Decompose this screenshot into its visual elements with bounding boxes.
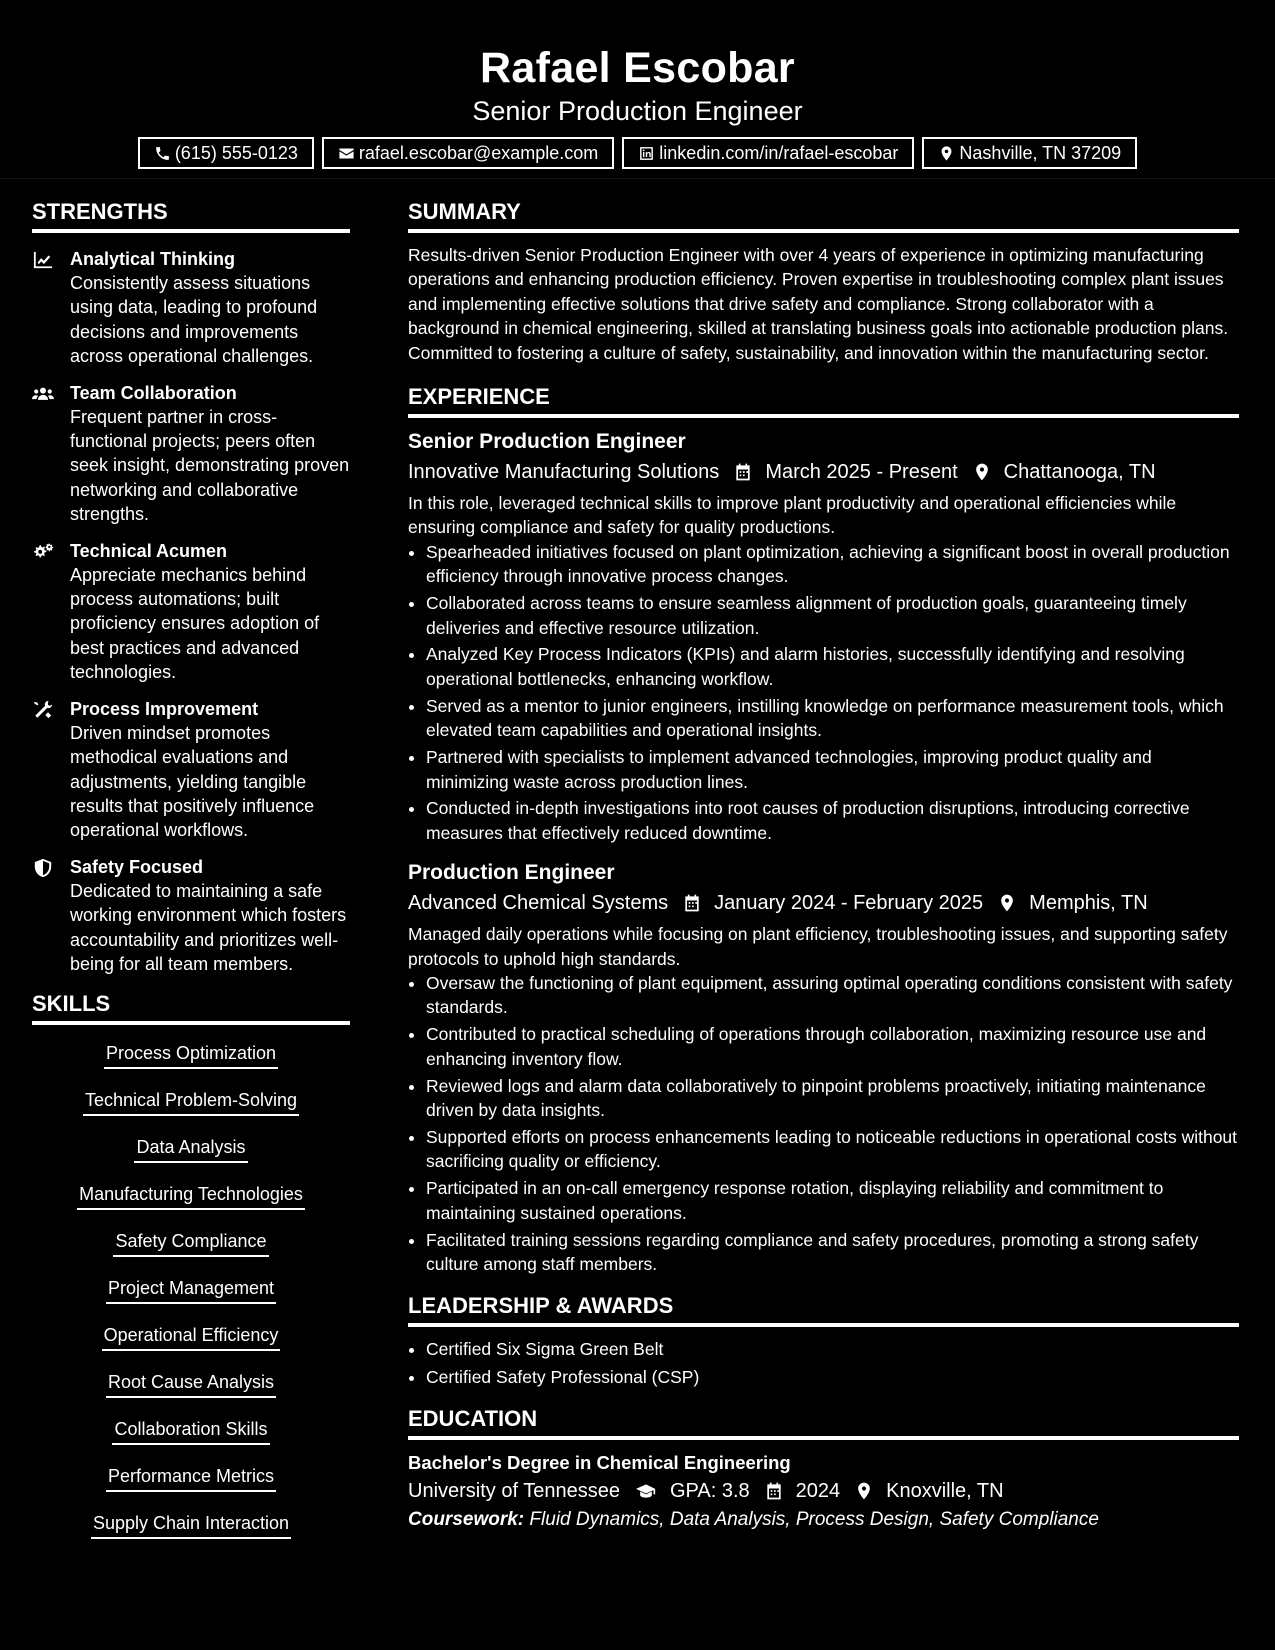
job-bullet: • Reviewed logs and alarm data collaboratively to pinpoint problems proactively, initiating maintenance driven by data insights. [426, 1074, 1239, 1123]
job-bullet: • Participated in an on-call emergency response rotation, displaying reliability and commitment to maintaining sustained operations. [426, 1176, 1239, 1225]
map-marker-icon [997, 893, 1017, 913]
linkedin-text: linkedin.com/in/rafael-escobar [659, 143, 899, 163]
skill-tag: Process Optimization [104, 1041, 278, 1069]
shield-icon [32, 858, 54, 878]
job-meta [408, 888, 1239, 918]
strength-title: Team Collaboration [70, 382, 237, 403]
strength-description: Consistently assess situations using data, leading to profound decisions and improvements across operational challenges. [70, 273, 318, 367]
summary-text: Results-driven Senior Production Engineer with over 4 years of experience in optimizing manufacturing operations and enhancing production efficiency. Proven expertise in troubleshooting complex plant issues and implementing effective solutions that drive safety and compliance. Strong collaborator with a background in chemical engineering, skilled at translating business goals into actionable production plans. Committed to fostering a culture of safety, sustainability, and innovation within the manufacturing sector. [408, 245, 1229, 363]
strength-description: Driven mindset promotes methodical evaluations and adjustments, yielding tangible results that positively influence operational workflows. [70, 722, 315, 841]
skill-tag: Project Management [106, 1276, 276, 1304]
job-description: Managed daily operations while focusing on plant efficiency, troubleshooting issues, and supporting safety protocols to uphold high standards. [408, 924, 1228, 969]
job-bullet: • Oversaw the functioning of plant equipment, assuring optimal operating conditions consistent with safety standards. [426, 971, 1239, 1020]
strength-title: Technical Acumen [70, 540, 228, 561]
strength-item [32, 539, 350, 685]
job-location: Chattanooga, TN [1003, 461, 1156, 484]
strengths-heading: STRENGTHS [32, 198, 350, 233]
summary-heading: SUMMARY [408, 198, 1239, 233]
job-bullet: • Served as a mentor to junior engineers, instilling knowledge on performance measurement tools, which elevated team capabilities and operational insights. [426, 694, 1239, 743]
job-company: Advanced Chemical Systems [408, 892, 669, 915]
strength-title: Analytical Thinking [70, 249, 236, 269]
graduation-cap-icon [634, 1481, 658, 1501]
skill-tag: Operational Efficiency [102, 1323, 281, 1351]
linkedin-icon [638, 145, 655, 162]
skill-tag: Root Cause Analysis [106, 1370, 276, 1398]
phone-text: (615) 555-0123 [174, 143, 298, 163]
job-title: Senior Production Engineer [408, 430, 686, 454]
job-entry [408, 859, 1239, 1276]
award-item: • Certified Safety Professional (CSP) [426, 1365, 1239, 1389]
job-bullet: • Contributed to practical scheduling of operations through collaboration, maximizing resource use and enhancing inventory flow. [426, 1022, 1239, 1071]
strength-item [32, 855, 350, 977]
skill-tag: Performance Metrics [106, 1464, 276, 1492]
experience-heading: EXPERIENCE [408, 383, 1239, 418]
leadership-section [408, 1292, 1239, 1389]
tools-icon [32, 700, 54, 720]
strength-item [32, 381, 350, 527]
skills-heading: SKILLS [32, 990, 350, 1025]
job-title: Production Engineer [408, 861, 615, 885]
resume-header [0, 0, 1275, 179]
job-meta [408, 457, 1239, 487]
skill-tag: Collaboration Skills [112, 1417, 269, 1445]
candidate-role: Senior Production Engineer [472, 96, 803, 126]
chart-line-icon [32, 250, 54, 270]
candidate-name: Rafael Escobar [480, 44, 795, 92]
graduation-year: 2024 [795, 1480, 841, 1503]
left-column [32, 198, 350, 1558]
education-section [408, 1405, 1239, 1534]
job-entry [408, 428, 1239, 845]
contact-email[interactable] [322, 137, 614, 169]
experience-section [408, 383, 1239, 1276]
strength-item [32, 247, 350, 369]
email-text: rafael.escobar@example.com [358, 143, 599, 163]
coursework [408, 1506, 1239, 1534]
gpa-value: GPA: 3.8 [669, 1480, 750, 1503]
calendar-icon [733, 462, 753, 482]
contact-location[interactable] [922, 137, 1137, 169]
awards-list [408, 1337, 1239, 1389]
leadership-heading: LEADERSHIP & AWARDS [408, 1292, 1239, 1327]
job-bullet: • Partnered with specialists to implement advanced technologies, improving product quality and minimizing waste across production lines. [426, 745, 1239, 794]
right-column [408, 198, 1239, 1534]
contact-phone[interactable] [138, 137, 314, 169]
strength-description: Frequent partner in cross-functional projects; peers often seek insight, demonstrating proven networking and collaborative strengths. [70, 406, 350, 525]
contact-linkedin[interactable] [622, 137, 914, 169]
school-name: University of Tennessee [408, 1480, 620, 1503]
strength-item [32, 697, 350, 843]
map-marker-icon [854, 1481, 874, 1501]
map-marker-icon [972, 462, 992, 482]
job-bullets [408, 540, 1239, 845]
skill-tag: Manufacturing Technologies [77, 1182, 305, 1210]
job-bullet: • Supported efforts on process enhancements leading to noticeable reductions in operational costs without sacrificing quality or efficiency. [426, 1125, 1239, 1174]
education-heading: EDUCATION [408, 1405, 1239, 1440]
phone-icon [154, 145, 171, 162]
envelope-icon [338, 145, 355, 162]
job-bullet: • Conducted in-depth investigations into root causes of production disruptions, introducing corrective measures that effectively reduced downtime. [426, 796, 1239, 845]
map-marker-icon [938, 145, 955, 162]
strength-title: Process Improvement [70, 698, 259, 719]
skill-tag: Safety Compliance [113, 1229, 268, 1257]
job-company: Innovative Manufacturing Solutions [408, 461, 720, 484]
job-bullet: • Collaborated across teams to ensure seamless alignment of production goals, guaranteeing timely deliveries and effective resource utilization. [426, 591, 1239, 640]
coursework-label: Coursework: [408, 1509, 525, 1531]
skill-tag: Technical Problem-Solving [83, 1088, 299, 1116]
gears-icon [32, 542, 54, 562]
users-icon [32, 384, 54, 404]
coursework-list: Fluid Dynamics, Data Analysis, Process Design, Safety Compliance [529, 1509, 1099, 1531]
job-location: Memphis, TN [1029, 892, 1148, 915]
skills-list [32, 1035, 350, 1558]
skill-tag: Supply Chain Interaction [91, 1511, 291, 1539]
strength-description: Dedicated to maintaining a safe working environment which fosters accountability and prioritizes well-being for all team members. [70, 880, 347, 974]
award-item: • Certified Six Sigma Green Belt [426, 1337, 1239, 1361]
job-bullet: • Spearheaded initiatives focused on plant optimization, achieving a significant boost in overall production efficiency through innovative process changes. [426, 540, 1239, 589]
degree-title: Bachelor's Degree in Chemical Engineering [408, 1452, 791, 1474]
skill-tag: Data Analysis [134, 1135, 247, 1163]
school-location: Knoxville, TN [886, 1480, 1004, 1503]
strength-description: Appreciate mechanics behind process automations; built proficiency ensures adoption of best practices and advanced technologies. [70, 564, 320, 683]
strength-title: Safety Focused [70, 856, 204, 877]
calendar-icon [682, 893, 702, 913]
education-meta [408, 1476, 1239, 1506]
job-dates: January 2024 - February 2025 [714, 892, 984, 915]
job-description: In this role, leveraged technical skills to improve plant productivity and operational efficiencies while ensuring compliance and safety for quality productions. [408, 493, 1177, 538]
job-bullet: • Analyzed Key Process Indicators (KPIs) and alarm histories, successfully identifying and resolving operational bottlenecks, enhancing workflow. [426, 642, 1239, 691]
contact-bar [0, 137, 1275, 169]
calendar-icon [764, 1481, 784, 1501]
strengths-list [32, 243, 350, 976]
job-bullet: • Facilitated training sessions regarding compliance and safety procedures, promoting a strong safety culture among staff members. [426, 1228, 1239, 1277]
job-dates: March 2025 - Present [765, 461, 958, 484]
job-bullets [408, 971, 1239, 1276]
location-text: Nashville, TN 37209 [959, 143, 1122, 163]
